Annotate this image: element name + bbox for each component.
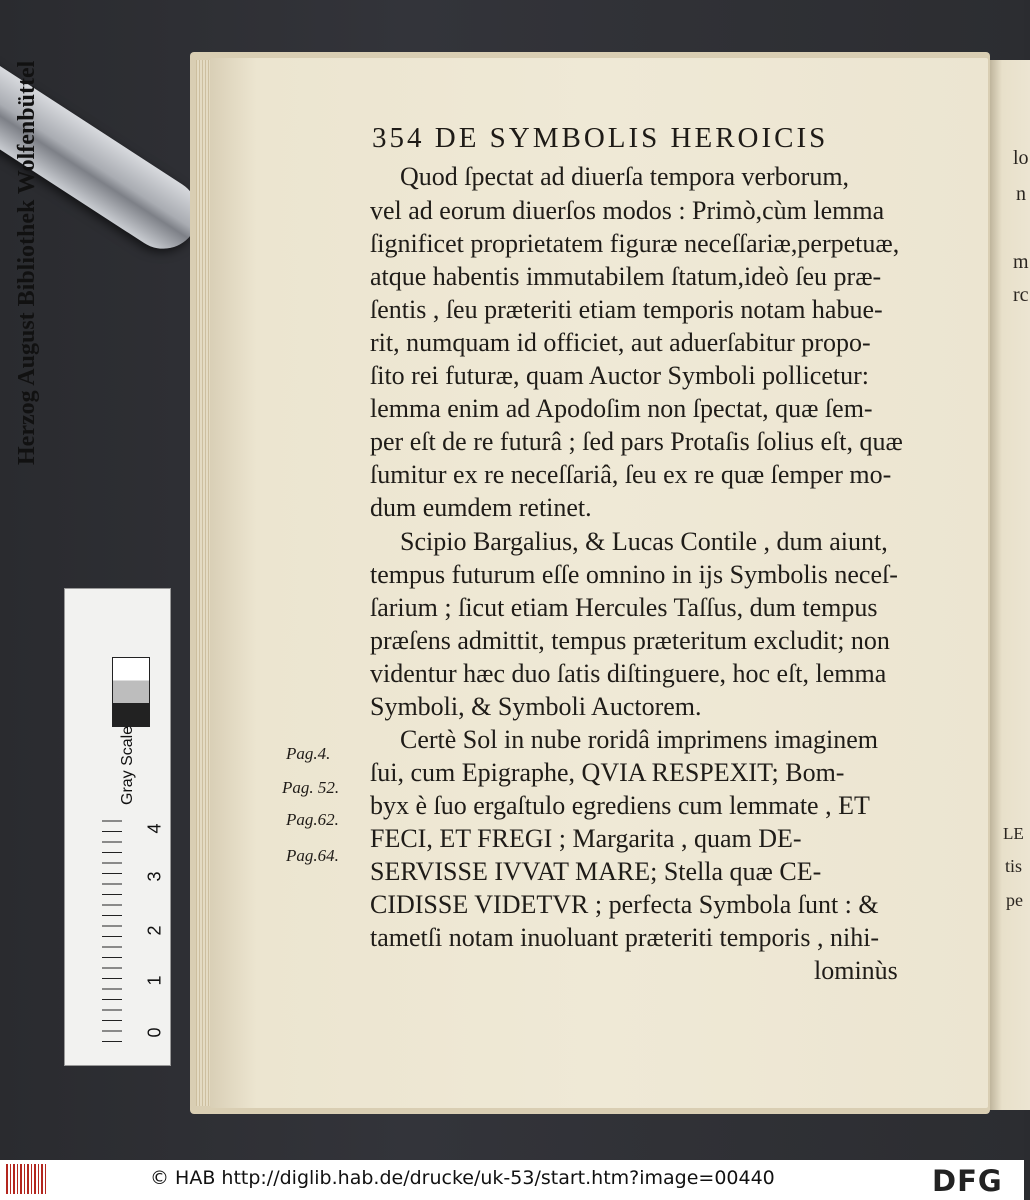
text-line: Symboli, & Symboli Auctorem.	[370, 692, 702, 721]
margin-note: Pag.64.	[286, 846, 339, 865]
text-line: rit, numquam id officiet, aut aduerſabitur propo-	[370, 328, 871, 357]
text-line: vel ad eorum diuerſos modos : Primò,cùm lemma	[370, 196, 885, 225]
margin-note: Pag.4.	[286, 744, 331, 763]
text-line: tametſi notam inuoluant præteriti temporis , nihi-	[370, 923, 880, 952]
text-line: SERVISSE IVVAT MARE; Stella quæ CE-	[370, 857, 822, 886]
text-line: dum eumdem retinet.	[370, 493, 592, 522]
text-line: FECI, ET FREGI ; Margarita , quam DE-	[370, 824, 802, 853]
text-line: atque habentis immutabilem ſtatum,ideò ſeu præ-	[370, 262, 882, 291]
text-line: ſentis , ſeu præteriti etiam temporis notam habue-	[370, 295, 883, 324]
text-line: per eſt de re futurâ ; ſed pars Protaſis ſolius eſt, quæ	[370, 427, 903, 456]
text-line: ſito rei futuræ, quam Auctor Symboli pollicetur:	[370, 361, 869, 390]
text-line: videntur hæc duo ſatis diſtinguere, hoc eſt, lemma	[370, 659, 887, 688]
dfg-logo: DFG	[932, 1164, 1003, 1198]
text-line: ſui, cum Epigraphe, QVIA RESPEXIT; Bom-	[370, 758, 845, 787]
margin-note: Pag. 52.	[282, 778, 340, 797]
ruler-ticks	[102, 820, 122, 1042]
text-line: byx è ſuo ergaſtulo egrediens cum lemmate , ET	[370, 791, 870, 820]
next-page-fragment: m	[1013, 251, 1029, 273]
next-page-fragment: tis	[1005, 856, 1023, 876]
margin-note: Pag.62.	[286, 810, 339, 829]
text-line: tempus futurum eſſe omnino in ijs Symbolis neceſ-	[370, 560, 898, 589]
text-line: Certè Sol in nube roridâ imprimens imaginem	[400, 725, 879, 754]
catchword: lominùs	[814, 956, 898, 985]
running-head: 354 DE SYMBOLIS HEROICIS	[372, 122, 829, 154]
ruler-number: 4	[144, 823, 165, 834]
text-line: Scipio Bargalius, & Lucas Contile , dum aiunt,	[400, 527, 888, 556]
next-page-fragment: LE	[1003, 824, 1024, 843]
text-line: præſens admittit, tempus præteritum excludit; non	[370, 626, 890, 655]
gray-scale-swatch	[112, 657, 150, 727]
copyright-link[interactable]: © HAB http://diglib.hab.de/drucke/uk-53/start.htm?image=00440	[150, 1167, 775, 1189]
text-line: lemma enim ad Apodoſim non ſpectat, quæ ſem-	[370, 394, 873, 423]
ruler-number: 2	[144, 925, 165, 936]
ruler-number: 0	[144, 1027, 165, 1038]
gray-scale-label: Gray Scale	[119, 725, 136, 805]
text-line: ſarium ; ſicut etiam Hercules Taſſus, dum tempus	[370, 593, 878, 622]
text-line: Quod ſpectat ad diuerſa tempora verborum,	[400, 162, 850, 191]
barcode-icon	[6, 1164, 46, 1194]
next-page-fragment: rc	[1013, 284, 1029, 306]
text-line: ſumitur ex re neceſſariâ, ſeu ex re quæ ſemper mo-	[370, 460, 892, 489]
ruler-institution-label: Herzog August Bibliothek Wolfenbüttel	[14, 60, 40, 465]
text-line: CIDISSE VIDETVR ; perfecta Symbola ſunt : &	[370, 890, 879, 919]
next-page-fragment: pe	[1006, 890, 1023, 910]
text-line: ſignificet proprietatem figuræ neceſſariæ,perpetuæ,	[370, 229, 900, 258]
ruler-number: 3	[144, 871, 165, 882]
ruler-number: 1	[144, 975, 165, 986]
next-page-edge	[990, 60, 1030, 1110]
next-page-fragment: lo	[1013, 147, 1029, 169]
next-page-fragment: n	[1016, 183, 1026, 205]
